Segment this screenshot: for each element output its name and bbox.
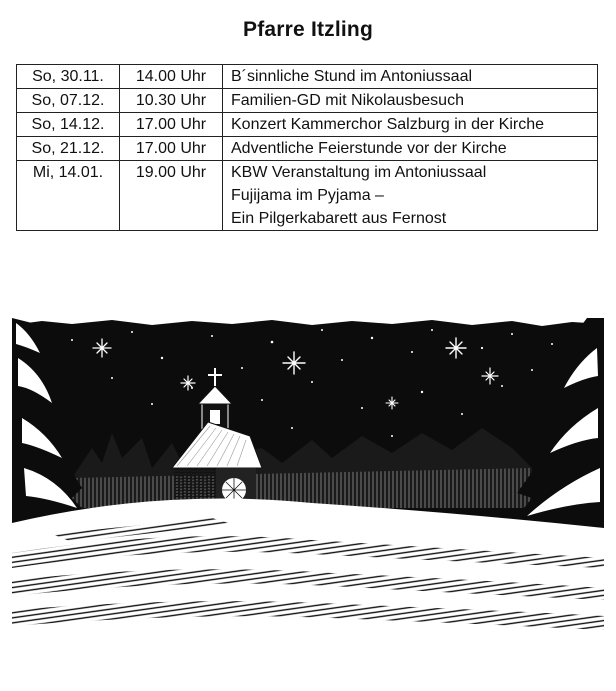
event-time: 10.30 Uhr — [120, 89, 223, 113]
event-date: Mi, 14.01. — [17, 161, 120, 231]
event-date: So, 30.11. — [17, 65, 120, 89]
event-description — [223, 65, 598, 89]
event-description-line: Adventliche Feierstunde vor der Kirche — [231, 140, 507, 157]
event-description — [223, 89, 598, 113]
events-table — [16, 64, 598, 231]
event-description — [223, 137, 598, 161]
event-description-line: Ein Pilgerkabarett aus Fernost — [231, 210, 447, 227]
table-row — [17, 161, 598, 231]
page-title: Pfarre Itzling — [243, 18, 373, 41]
event-time: 19.00 Uhr — [120, 161, 223, 231]
event-description-line: KBW Veranstaltung im Antoniussaal — [231, 164, 487, 181]
event-date: So, 14.12. — [17, 113, 120, 137]
event-date: So, 21.12. — [17, 137, 120, 161]
table-row — [17, 113, 598, 137]
event-description-line: Fujijama im Pyjama – — [231, 187, 384, 204]
event-description-line: Konzert Kammerchor Salzburg in der Kirche — [231, 116, 545, 133]
table-row — [17, 137, 598, 161]
event-time: 17.00 Uhr — [120, 113, 223, 137]
event-description-line: B´sinnliche Stund im Antoniussaal — [231, 68, 473, 85]
winter-night-chapel-icon — [12, 318, 604, 638]
event-description-line: Familien-GD mit Nikolausbesuch — [231, 92, 464, 109]
table-row — [17, 89, 598, 113]
event-description — [223, 161, 598, 231]
table-row — [17, 65, 598, 89]
event-description — [223, 113, 598, 137]
event-time: 17.00 Uhr — [120, 137, 223, 161]
event-date: So, 07.12. — [17, 89, 120, 113]
event-time: 14.00 Uhr — [120, 65, 223, 89]
